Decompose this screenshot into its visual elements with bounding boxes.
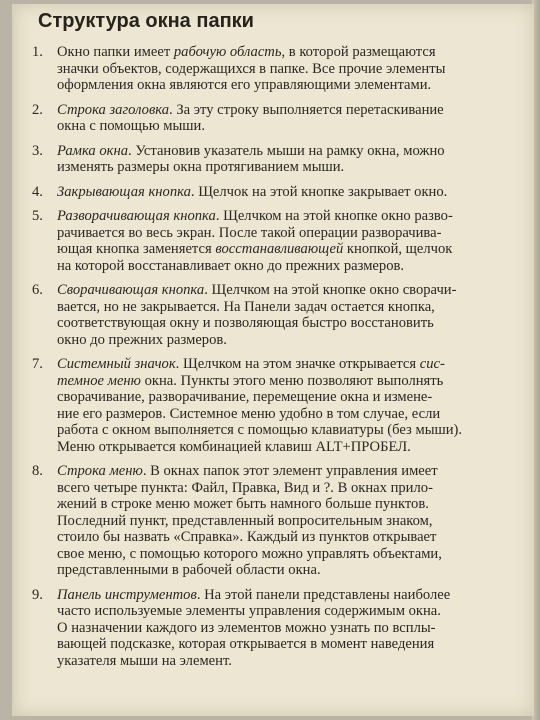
text-run: на которой восстанавливает окно до прежних размеров. [57,257,405,274]
text-run: соответствующая окну и позволяющая быстро восстановить [57,315,434,331]
text-run: вается, но не закрывается. На Панели задач остается кнопка, [57,298,435,315]
text-run: . За эту строку выполняется перетаскивание [169,101,444,118]
item-text [57,356,525,455]
item-text [57,143,525,176]
term-italic: темное меню [57,372,141,389]
text-run: . Щелчком на этом значке открывается [175,356,420,372]
text-line [57,184,525,201]
text-run: работа с окном выполняется с помощью клавиатуры (без мыши). [57,422,463,438]
text-line [57,636,525,653]
text-run: часто используемые элементы управления содержимым окна. [57,603,441,619]
term-italic: Строка заголовка [57,101,170,118]
text-run: ющая кнопка заменяется [57,241,216,257]
term-italic: Разворачивающая кнопка [57,208,216,224]
text-line [57,102,525,119]
list-item [32,356,528,455]
item-number: 1. [32,44,43,60]
term-italic: Системный значок [57,356,176,372]
item-text [57,102,525,135]
text-run: Меню открывается комбинацией клавиш ALT+ПРОБЕЛ. [57,438,411,455]
text-line [57,315,525,332]
item-text [57,282,525,348]
text-line [57,258,525,275]
text-line [57,356,525,373]
text-run: жений в строке меню может быть намного больше пунктов. [57,496,429,512]
text-run: свое меню, с помощью которого можно управлять объектами, [57,545,442,562]
text-run: окна. Пункты этого меню позволяют выполнять [140,372,444,389]
item-text [57,44,525,94]
text-run: . Щелчком на этой кнопке окно разво- [215,208,453,224]
text-line [57,587,525,604]
text-run: кнопкой, щелчок [343,241,453,257]
item-text [57,184,525,201]
text-line [57,546,525,563]
term-italic: восстанавливающей [215,241,344,257]
item-number: 8. [32,463,43,479]
term-italic: Сворачивающая кнопка [57,282,205,298]
item-number: 2. [32,101,43,118]
text-line [57,562,525,579]
text-run: . Щелчком на этой кнопке окно сворачи- [204,282,457,298]
text-run: Последний пункт, представленный вопросительным знаком, [57,512,433,529]
text-line [57,603,525,620]
text-run: . Щелчок на этой кнопке закрывает окно. [190,183,448,200]
text-line [57,241,525,258]
book-page [12,4,534,716]
text-line [57,480,525,497]
text-run: значки объектов, содержащихся в папке. Все прочие элементы [57,60,446,77]
text-line [57,620,525,637]
text-line [57,118,525,135]
text-line [57,143,525,160]
text-run: . В окнах папок этот элемент управления имеет [142,463,438,479]
term-italic: рабочую область [173,44,282,60]
text-line [57,529,525,546]
text-line [57,332,525,349]
text-line [57,282,525,299]
item-number: 5. [32,208,43,224]
item-text [57,463,525,579]
term-italic: Закрывающая кнопка [57,183,191,200]
text-run: сворачивание, разворачивание, перемещение окна и измене- [57,389,433,405]
text-line [57,373,525,390]
text-run: окна с помощью мыши. [57,118,205,134]
text-run: окно до прежних размеров. [57,331,227,348]
term-italic: Строка меню [57,463,143,479]
item-number: 3. [32,142,43,159]
text-run: рачивается во весь экран. После такой операции разворачива- [57,224,442,241]
text-line [57,77,525,94]
text-run: . Установив указатель мыши на рамку окна, можно [128,142,445,159]
text-run: представленными в рабочей области окна. [57,562,321,578]
term-italic: сис- [419,356,445,372]
text-line [57,439,525,456]
text-run: ние его размеров. Системное меню удобно в том случае, если [57,405,441,422]
list-item [32,208,528,274]
text-line [57,225,525,242]
numbered-list [32,44,528,677]
text-line [57,61,525,78]
text-line [57,496,525,513]
text-run: указателя мыши на элемент. [57,652,232,669]
list-item [32,184,528,201]
term-italic: Рамка окна [57,142,129,159]
text-run: всего четыре пункта: Файл, Правка, Вид и ?. В окнах прило- [57,479,433,496]
text-line [57,406,525,423]
text-line [57,299,525,316]
text-run: изменять размеры окна протягиванием мыши. [57,159,345,175]
faded-header-stamp [380,16,512,32]
text-run: вающей подсказке, которая открывается в момент наведения [57,636,435,652]
list-item [32,102,528,135]
list-item [32,282,528,348]
item-number: 9. [32,586,43,603]
text-line [57,389,525,406]
text-line [57,653,525,670]
text-run: Окно папки имеет [57,44,174,60]
item-number: 4. [32,183,43,200]
text-run: . На этой панели представлены наиболее [196,586,451,603]
text-run: стоило бы назвать «Справка». Каждый из пунктов открывает [57,529,437,545]
text-line [57,159,525,176]
list-item [32,143,528,176]
term-italic: Панель инструментов [57,586,197,603]
item-text [57,208,525,274]
item-number: 7. [32,356,43,372]
item-text [57,587,525,670]
text-line [57,463,525,480]
item-number: 6. [32,282,43,298]
list-item [32,44,528,94]
text-line [57,422,525,439]
text-line [57,208,525,225]
list-item [32,463,528,579]
text-run: , в которой размещаются [281,44,436,60]
text-run: О назначении каждого из элементов можно узнать по всплы- [57,619,436,636]
page-title: Структура окна папки [38,10,254,32]
text-line [57,513,525,530]
text-line [57,44,525,61]
list-item [32,587,528,670]
text-run: оформления окна являются его управляющими элементами. [57,77,432,93]
